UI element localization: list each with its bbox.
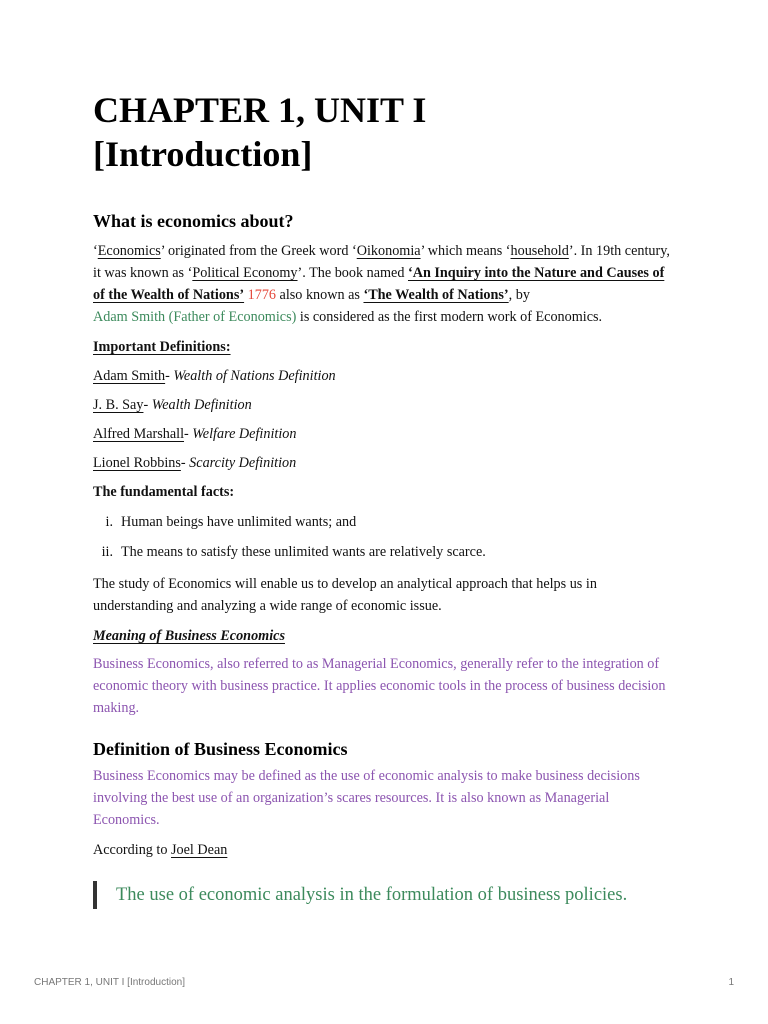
list-text: The means to satisfy these unlimited wants are relatively scarce.: [121, 544, 486, 560]
definition-type: Welfare Definition: [192, 426, 297, 442]
blockquote: The use of economic analysis in the formulation of business policies.: [93, 881, 678, 909]
definition-item: [93, 394, 678, 416]
according-line: [93, 839, 678, 861]
definition-type: Scarcity Definition: [189, 455, 297, 471]
text-run: ‘: [93, 243, 98, 259]
section-heading-definition: Definition of Business Economics: [93, 739, 348, 759]
economist-name: Alfred Marshall: [93, 426, 185, 442]
list-item: [93, 511, 678, 533]
facts-list: [93, 511, 678, 563]
book-short-title: ‘The Wealth of Nations’: [363, 287, 509, 303]
text-run: also known as: [276, 287, 364, 303]
intro-paragraph: [93, 240, 678, 328]
definition-paragraph: Business Economics may be defined as the use of economic analysis to make business decisions involving the best use of an organization’s scares resources. It is also known as Managerial Economics.: [93, 768, 640, 828]
study-paragraph: The study of Economics will enable us to develop an analytical approach that helps us in understanding and analyzing a wide range of economic issue.: [93, 576, 597, 614]
chapter-title-line2: [Introduction]: [93, 134, 313, 174]
definition-item: [93, 452, 678, 474]
economist-name: Lionel Robbins: [93, 455, 181, 471]
list-item: [93, 541, 678, 563]
book-title: ‘An Inquiry into the Nature and Causes of of the Wealth of Nations’: [93, 265, 665, 303]
author-name: Adam Smith (Father of Economics): [93, 309, 297, 325]
text-run: ’ which means ‘: [420, 243, 511, 259]
definition-type: Wealth Definition: [151, 397, 252, 413]
economist-name: Adam Smith: [93, 368, 166, 384]
chapter-title-line1: CHAPTER 1, UNIT I: [93, 90, 427, 130]
text-run: is considered as the first modern work of Economics.: [296, 309, 603, 325]
joel-dean-name: Joel Dean: [171, 842, 228, 858]
text-run: ’. The book named: [297, 265, 408, 281]
economist-name: J. B. Say: [93, 397, 144, 413]
list-number: ii.: [101, 544, 113, 560]
page-number: 1: [728, 977, 734, 988]
definition-item: [93, 423, 678, 445]
according-prefix: According to: [93, 842, 172, 858]
definition-item: [93, 365, 678, 387]
definition-type: Wealth of Nations Definition: [173, 368, 336, 384]
text-run: ’. In 19th century, it was known as ‘: [93, 243, 670, 281]
list-number: i.: [105, 514, 113, 530]
definition-separator: -: [143, 397, 152, 413]
term-political-economy: Political Economy: [192, 265, 298, 281]
term-economics: Economics: [97, 243, 161, 259]
footer-title: CHAPTER 1, UNIT I [Introduction]: [34, 977, 185, 988]
document-page: [93, 88, 678, 909]
definition-separator: -: [165, 368, 174, 384]
text-run: ’ originated from the Greek word ‘: [160, 243, 357, 259]
term-household: household: [510, 243, 569, 259]
chapter-title: [93, 88, 678, 176]
term-oikonomia: Oikonomia: [356, 243, 421, 259]
meaning-paragraph: Business Economics, also referred to as Managerial Economics, generally refer to the integration of economic theory with business practice. It applies economic tools in the process of business decision making.: [93, 656, 666, 716]
text-run: , by: [508, 287, 530, 303]
facts-heading: The fundamental facts:: [93, 484, 235, 500]
definition-separator: -: [180, 455, 190, 471]
definition-separator: -: [184, 426, 193, 442]
section-heading-economics: What is economics about?: [93, 211, 294, 231]
list-text: Human beings have unlimited wants; and: [121, 514, 357, 530]
meaning-heading: Meaning of Business Economics: [93, 628, 285, 644]
publication-year: 1776: [247, 287, 276, 303]
definitions-heading: Important Definitions:: [93, 339, 231, 355]
